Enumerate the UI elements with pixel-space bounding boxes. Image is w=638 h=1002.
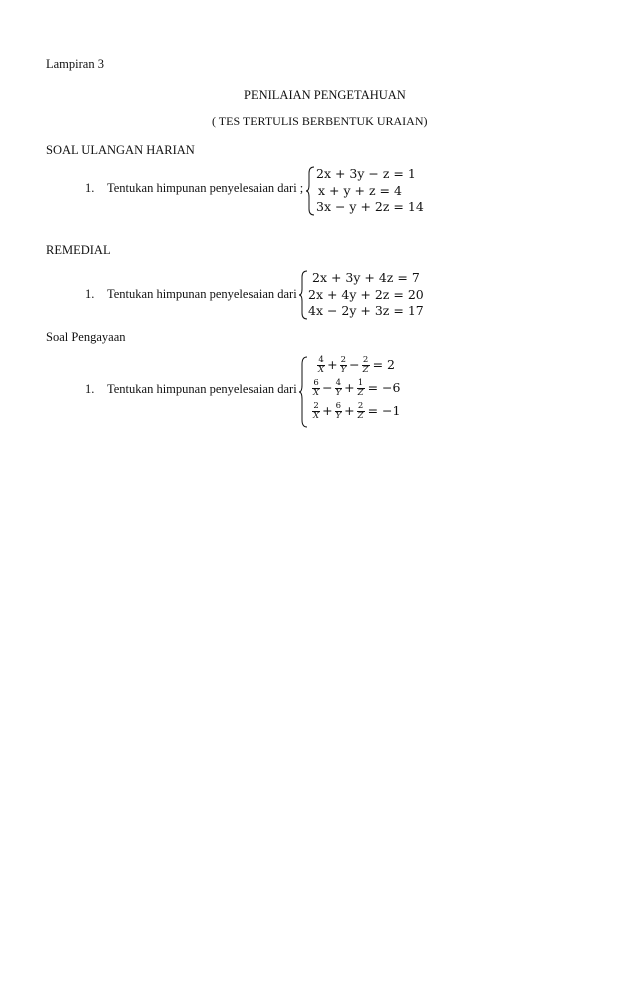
- equation-rhs: = −1: [367, 403, 401, 418]
- fraction-numerator: 2: [313, 401, 319, 411]
- fraction-denominator: X: [318, 365, 325, 375]
- page-title: PENILAIAN PENGETAHUAN: [244, 88, 406, 102]
- question-text: Tentukan himpunan penyelesaian dari: [107, 382, 297, 396]
- fraction: [357, 379, 365, 398]
- fraction-equation-line: [311, 402, 400, 421]
- fraction: [312, 402, 320, 421]
- fraction-denominator: Z: [357, 388, 364, 398]
- fraction: [312, 379, 320, 398]
- page-subtitle: ( TES TERTULIS BERBENTUK URAIAN): [212, 114, 428, 128]
- section-heading: SOAL ULANGAN HARIAN: [46, 143, 195, 157]
- equation-rhs: = 2: [372, 357, 395, 372]
- equation-line: 2x + 3y + 4z = 7: [312, 270, 420, 285]
- equation-line: x + y + z = 4: [318, 183, 402, 198]
- fraction-denominator: Z: [362, 365, 369, 375]
- equation-line: 3x − y + 2z = 14: [316, 199, 424, 214]
- operator: +: [344, 380, 355, 395]
- fraction: [317, 356, 325, 375]
- fraction-denominator: Y: [335, 411, 342, 421]
- operator: +: [322, 403, 333, 418]
- left-brace-icon: [299, 356, 309, 428]
- equation-line: 2x + 3y − z = 1: [316, 166, 416, 181]
- fraction: [362, 356, 370, 375]
- fraction-numerator: 4: [335, 378, 342, 388]
- question-number: 1.: [85, 287, 95, 301]
- section-heading: REMEDIAL: [46, 243, 111, 257]
- fraction-numerator: 2: [340, 355, 347, 365]
- operator: +: [344, 403, 355, 418]
- left-brace-icon: [306, 166, 316, 216]
- fraction-denominator: X: [313, 388, 320, 398]
- fraction-denominator: X: [313, 411, 320, 421]
- operator: +: [327, 357, 338, 372]
- fraction-denominator: Y: [335, 388, 342, 398]
- fraction-numerator: 2: [357, 401, 364, 411]
- operator: −: [322, 380, 333, 395]
- equation-line: 2x + 4y + 2z = 20: [308, 287, 424, 302]
- question-text: Tentukan himpunan penyelesaian dari ;: [107, 181, 304, 195]
- equation-rhs: = −6: [367, 380, 401, 395]
- fraction-denominator: Z: [357, 411, 364, 421]
- fraction-equation-line: [316, 356, 395, 375]
- equation-line: 4x − 2y + 3z = 17: [308, 303, 424, 318]
- fraction-numerator: 4: [318, 355, 324, 365]
- lampiran-label: Lampiran 3: [46, 57, 104, 71]
- fraction-denominator: Y: [340, 365, 347, 375]
- question-number: 1.: [85, 382, 95, 396]
- fraction: [335, 402, 343, 421]
- section-heading: Soal Pengayaan: [46, 330, 126, 344]
- fraction: [335, 379, 343, 398]
- operator: −: [349, 357, 360, 372]
- fraction: [357, 402, 365, 421]
- question-text: Tentukan himpunan penyelesaian dari: [107, 287, 297, 301]
- fraction-numerator: 6: [335, 401, 342, 411]
- fraction: [340, 356, 348, 375]
- fraction-numerator: 6: [313, 378, 319, 388]
- fraction-equation-line: [311, 379, 400, 398]
- fraction-numerator: 1: [357, 378, 364, 388]
- question-number: 1.: [85, 181, 95, 195]
- fraction-numerator: 2: [362, 355, 369, 365]
